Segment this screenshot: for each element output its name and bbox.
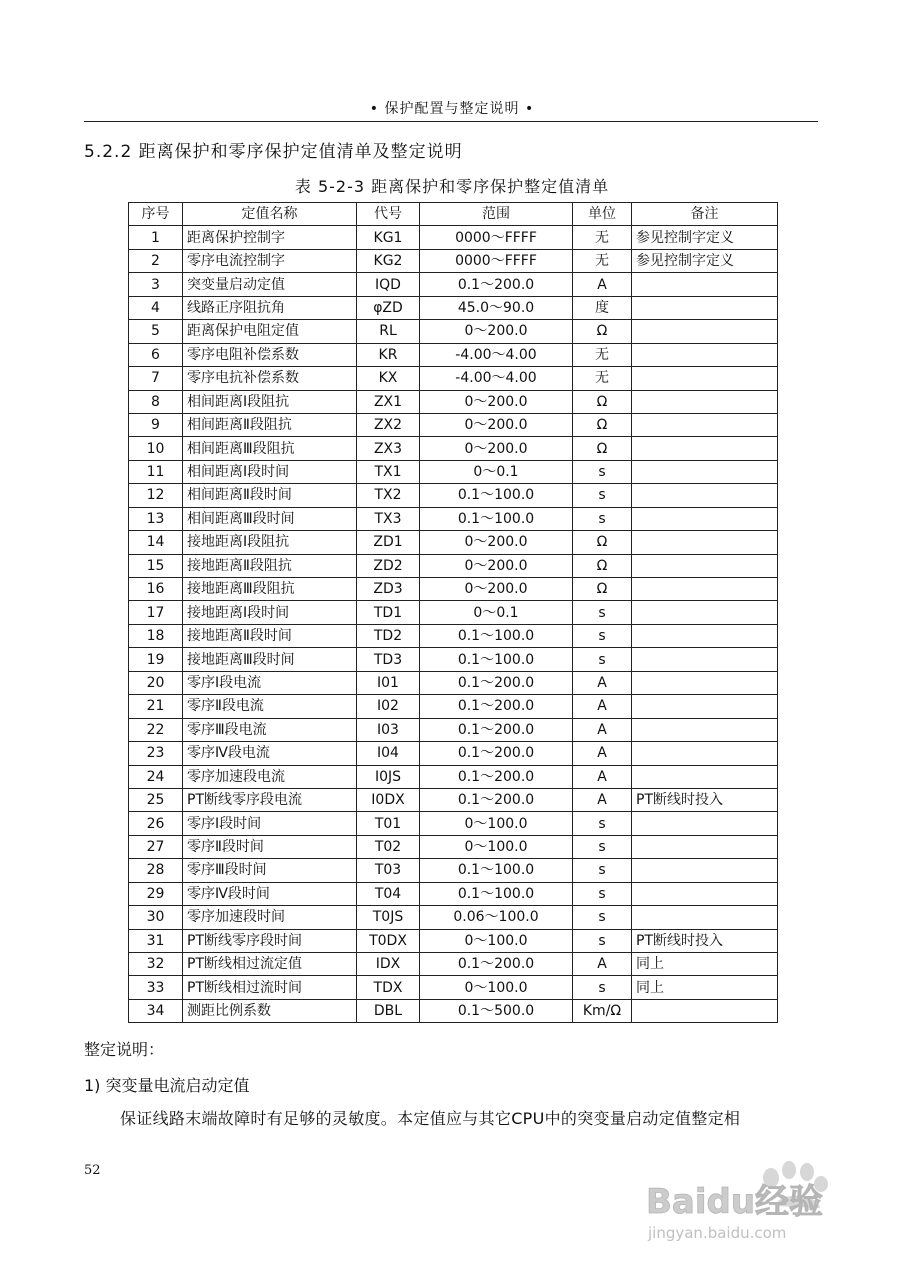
setting-name: 线路正序阻抗角 [183, 296, 357, 319]
setting-name: 相间距离Ⅲ段阻抗 [183, 437, 357, 460]
setting-name: 零序电流控制字 [183, 249, 357, 272]
table-row [129, 460, 778, 483]
table-row [129, 929, 778, 952]
page-header: • 保护配置与整定说明 • [369, 101, 535, 117]
table-row [129, 648, 778, 671]
setting-note [632, 484, 778, 507]
col-header-name: 定值名称 [183, 203, 357, 226]
setting-range: 0.06～100.0 [420, 906, 573, 929]
setting-unit: 无 [573, 249, 632, 272]
row-number: 15 [129, 554, 183, 577]
setting-unit: 无 [573, 226, 632, 249]
row-number: 8 [129, 390, 183, 413]
setting-code: IQD [357, 273, 420, 296]
setting-range: 0.1～100.0 [420, 882, 573, 905]
setting-unit: s [573, 460, 632, 483]
col-header-range: 范围 [420, 203, 573, 226]
setting-note [632, 273, 778, 296]
setting-note: PT断线时投入 [632, 929, 778, 952]
setting-code: T01 [357, 812, 420, 835]
setting-note: PT断线时投入 [632, 788, 778, 811]
setting-code: ZX3 [357, 437, 420, 460]
table-row [129, 624, 778, 647]
row-number: 5 [129, 320, 183, 343]
row-number: 21 [129, 695, 183, 718]
setting-name: PT断线零序段时间 [183, 929, 357, 952]
setting-unit: Km/Ω [573, 999, 632, 1022]
table-row [129, 507, 778, 530]
setting-unit: 无 [573, 367, 632, 390]
setting-name: 测距比例系数 [183, 999, 357, 1022]
table-row [129, 484, 778, 507]
table-row [129, 367, 778, 390]
setting-name: PT断线相过流时间 [183, 976, 357, 999]
table-row [129, 859, 778, 882]
setting-range: 0～100.0 [420, 929, 573, 952]
setting-code: DBL [357, 999, 420, 1022]
setting-range: -4.00～4.00 [420, 367, 573, 390]
setting-code: ZD2 [357, 554, 420, 577]
setting-unit: s [573, 507, 632, 530]
section-title: 5.2.2 距离保护和零序保护定值清单及整定说明 [84, 142, 463, 162]
setting-note [632, 554, 778, 577]
setting-code: TX2 [357, 484, 420, 507]
setting-range: 0.1～100.0 [420, 484, 573, 507]
table-row [129, 906, 778, 929]
setting-name: 零序加速段电流 [183, 765, 357, 788]
setting-note [632, 367, 778, 390]
setting-note [632, 812, 778, 835]
setting-range: 0.1～500.0 [420, 999, 573, 1022]
table-row [129, 320, 778, 343]
setting-name: 零序Ⅱ段时间 [183, 835, 357, 858]
setting-code: T0DX [357, 929, 420, 952]
row-number: 32 [129, 953, 183, 976]
row-number: 28 [129, 859, 183, 882]
table-row [129, 742, 778, 765]
row-number: 16 [129, 578, 183, 601]
setting-range: 0.1～100.0 [420, 507, 573, 530]
setting-note [632, 507, 778, 530]
setting-name: 零序Ⅳ段时间 [183, 882, 357, 905]
setting-range: 0～100.0 [420, 812, 573, 835]
table-row [129, 226, 778, 249]
setting-name: 零序Ⅰ段电流 [183, 671, 357, 694]
setting-range: 0.1～100.0 [420, 859, 573, 882]
setting-name: 接地距离Ⅲ段阻抗 [183, 578, 357, 601]
setting-name: 相间距离Ⅱ段时间 [183, 484, 357, 507]
setting-unit: 无 [573, 343, 632, 366]
setting-range: 0.1～200.0 [420, 718, 573, 741]
setting-code: I04 [357, 742, 420, 765]
watermark-brand: Baidu经验 [646, 1182, 824, 1222]
setting-code: T02 [357, 835, 420, 858]
setting-name: 接地距离Ⅰ段阻抗 [183, 531, 357, 554]
table-header-row [129, 203, 778, 226]
setting-code: TDX [357, 976, 420, 999]
setting-note: 参见控制字定义 [632, 249, 778, 272]
row-number: 4 [129, 296, 183, 319]
setting-code: ZD3 [357, 578, 420, 601]
setting-range: 0.1～200.0 [420, 953, 573, 976]
setting-unit: s [573, 882, 632, 905]
table-caption: 表 5-2-3 距离保护和零序保护整定值清单 [294, 177, 610, 196]
setting-note [632, 859, 778, 882]
setting-code: TX1 [357, 460, 420, 483]
setting-name: 距离保护电阻定值 [183, 320, 357, 343]
setting-unit: s [573, 906, 632, 929]
setting-unit: A [573, 671, 632, 694]
row-number: 11 [129, 460, 183, 483]
row-number: 12 [129, 484, 183, 507]
setting-name: PT断线相过流定值 [183, 953, 357, 976]
row-number: 31 [129, 929, 183, 952]
setting-range: 0～100.0 [420, 976, 573, 999]
table-row [129, 953, 778, 976]
setting-code: KX [357, 367, 420, 390]
header-rule [84, 121, 818, 122]
setting-note [632, 999, 778, 1022]
setting-name: 距离保护控制字 [183, 226, 357, 249]
col-header-note: 备注 [632, 203, 778, 226]
setting-unit: 度 [573, 296, 632, 319]
setting-note: 同上 [632, 976, 778, 999]
row-number: 9 [129, 413, 183, 436]
setting-name: 零序Ⅲ段电流 [183, 718, 357, 741]
table-row [129, 437, 778, 460]
setting-code: I03 [357, 718, 420, 741]
setting-name: 零序电阻补偿系数 [183, 343, 357, 366]
settings-table [128, 202, 778, 1023]
setting-code: ZX1 [357, 390, 420, 413]
item-heading: 1) 突变量电流启动定值 [84, 1076, 250, 1095]
setting-name: 相间距离Ⅲ段时间 [183, 507, 357, 530]
setting-code: φZD [357, 296, 420, 319]
setting-code: TD2 [357, 624, 420, 647]
setting-note: 同上 [632, 953, 778, 976]
setting-unit: s [573, 624, 632, 647]
setting-name: 零序Ⅱ段电流 [183, 695, 357, 718]
setting-note [632, 695, 778, 718]
setting-unit: s [573, 601, 632, 624]
setting-code: KR [357, 343, 420, 366]
setting-code: I02 [357, 695, 420, 718]
table-body [129, 226, 778, 1023]
setting-unit: s [573, 835, 632, 858]
row-number: 26 [129, 812, 183, 835]
setting-name: 接地距离Ⅰ段时间 [183, 601, 357, 624]
setting-unit: s [573, 929, 632, 952]
row-number: 27 [129, 835, 183, 858]
setting-code: ZD1 [357, 531, 420, 554]
setting-name: 相间距离Ⅰ段阻抗 [183, 390, 357, 413]
col-header-code: 代号 [357, 203, 420, 226]
setting-range: 0000～FFFF [420, 226, 573, 249]
row-number: 14 [129, 531, 183, 554]
setting-range: 0～200.0 [420, 437, 573, 460]
table-row [129, 413, 778, 436]
setting-note [632, 296, 778, 319]
table-row [129, 788, 778, 811]
setting-name: 零序电抗补偿系数 [183, 367, 357, 390]
setting-name: 零序Ⅰ段时间 [183, 812, 357, 835]
setting-name: 相间距离Ⅱ段阻抗 [183, 413, 357, 436]
setting-range: 0.1～100.0 [420, 648, 573, 671]
row-number: 3 [129, 273, 183, 296]
notes-heading: 整定说明： [84, 1040, 165, 1059]
setting-note [632, 437, 778, 460]
setting-unit: A [573, 273, 632, 296]
setting-unit: s [573, 812, 632, 835]
table-row [129, 765, 778, 788]
setting-note [632, 835, 778, 858]
setting-range: 0～200.0 [420, 531, 573, 554]
setting-name: 零序Ⅳ段电流 [183, 742, 357, 765]
col-header-unit: 单位 [573, 203, 632, 226]
setting-unit: A [573, 695, 632, 718]
table-row [129, 718, 778, 741]
setting-note [632, 390, 778, 413]
row-number: 2 [129, 249, 183, 272]
setting-code: I01 [357, 671, 420, 694]
setting-note [632, 578, 778, 601]
setting-code: RL [357, 320, 420, 343]
setting-note [632, 882, 778, 905]
setting-range: 0～100.0 [420, 835, 573, 858]
setting-unit: A [573, 742, 632, 765]
setting-note [632, 320, 778, 343]
setting-unit: A [573, 765, 632, 788]
setting-range: 0～200.0 [420, 390, 573, 413]
page-number: 52 [84, 1163, 101, 1178]
setting-note [632, 413, 778, 436]
setting-code: T03 [357, 859, 420, 882]
row-number: 1 [129, 226, 183, 249]
row-number: 10 [129, 437, 183, 460]
baidu-jingyan-watermark [636, 1158, 846, 1248]
setting-name: 相间距离Ⅰ段时间 [183, 460, 357, 483]
setting-range: 0.1～200.0 [420, 788, 573, 811]
setting-note [632, 742, 778, 765]
table-row [129, 671, 778, 694]
row-number: 25 [129, 788, 183, 811]
setting-unit: Ω [573, 554, 632, 577]
row-number: 17 [129, 601, 183, 624]
row-number: 30 [129, 906, 183, 929]
setting-code: IDX [357, 953, 420, 976]
setting-note [632, 765, 778, 788]
setting-note [632, 718, 778, 741]
setting-range: 0.1～200.0 [420, 695, 573, 718]
setting-range: 0.1～200.0 [420, 671, 573, 694]
setting-range: 0.1～100.0 [420, 624, 573, 647]
setting-unit: s [573, 648, 632, 671]
setting-unit: A [573, 718, 632, 741]
setting-range: 0～200.0 [420, 413, 573, 436]
row-number: 20 [129, 671, 183, 694]
setting-range: 0～200.0 [420, 578, 573, 601]
setting-note [632, 624, 778, 647]
setting-note [632, 671, 778, 694]
row-number: 33 [129, 976, 183, 999]
setting-code: T04 [357, 882, 420, 905]
row-number: 24 [129, 765, 183, 788]
table-row [129, 999, 778, 1022]
table-row [129, 812, 778, 835]
table-row [129, 554, 778, 577]
setting-note [632, 601, 778, 624]
setting-range: 0.1～200.0 [420, 742, 573, 765]
row-number: 7 [129, 367, 183, 390]
setting-note [632, 460, 778, 483]
col-header-no: 序号 [129, 203, 183, 226]
setting-range: 0～0.1 [420, 460, 573, 483]
table-row [129, 578, 778, 601]
setting-code: I0DX [357, 788, 420, 811]
row-number: 6 [129, 343, 183, 366]
table-row [129, 882, 778, 905]
setting-code: KG1 [357, 226, 420, 249]
table-row [129, 976, 778, 999]
setting-unit: Ω [573, 437, 632, 460]
setting-name: PT断线零序段电流 [183, 788, 357, 811]
setting-code: ZX2 [357, 413, 420, 436]
setting-code: TD1 [357, 601, 420, 624]
setting-unit: A [573, 788, 632, 811]
setting-unit: Ω [573, 413, 632, 436]
table-row [129, 695, 778, 718]
setting-range: 0.1～200.0 [420, 765, 573, 788]
table-row [129, 343, 778, 366]
setting-name: 接地距离Ⅱ段时间 [183, 624, 357, 647]
setting-note [632, 531, 778, 554]
setting-name: 零序Ⅲ段时间 [183, 859, 357, 882]
setting-unit: s [573, 484, 632, 507]
setting-range: 0～200.0 [420, 320, 573, 343]
setting-unit: s [573, 859, 632, 882]
setting-note [632, 343, 778, 366]
table-row [129, 273, 778, 296]
row-number: 13 [129, 507, 183, 530]
setting-unit: Ω [573, 578, 632, 601]
table-row [129, 390, 778, 413]
table-row [129, 835, 778, 858]
row-number: 19 [129, 648, 183, 671]
setting-name: 突变量启动定值 [183, 273, 357, 296]
setting-note [632, 906, 778, 929]
setting-range: 0～200.0 [420, 554, 573, 577]
setting-code: T0JS [357, 906, 420, 929]
setting-range: 45.0～90.0 [420, 296, 573, 319]
table-row [129, 601, 778, 624]
table-row [129, 296, 778, 319]
setting-unit: Ω [573, 531, 632, 554]
row-number: 18 [129, 624, 183, 647]
setting-range: 0000～FFFF [420, 249, 573, 272]
table-row [129, 531, 778, 554]
body-paragraph: 保证线路末端故障时有足够的灵敏度。本定值应与其它CPU中的突变量启动定值整定相 [120, 1109, 741, 1128]
setting-note: 参见控制字定义 [632, 226, 778, 249]
row-number: 29 [129, 882, 183, 905]
setting-name: 零序加速段时间 [183, 906, 357, 929]
table-row [129, 249, 778, 272]
setting-name: 接地距离Ⅲ段时间 [183, 648, 357, 671]
watermark-url: jingyan.baidu.com [648, 1224, 787, 1242]
setting-range: 0～0.1 [420, 601, 573, 624]
setting-range: 0.1～200.0 [420, 273, 573, 296]
setting-unit: s [573, 976, 632, 999]
row-number: 34 [129, 999, 183, 1022]
setting-code: TX3 [357, 507, 420, 530]
setting-code: TD3 [357, 648, 420, 671]
setting-code: I0JS [357, 765, 420, 788]
row-number: 22 [129, 718, 183, 741]
row-number: 23 [129, 742, 183, 765]
setting-unit: Ω [573, 320, 632, 343]
setting-code: KG2 [357, 249, 420, 272]
setting-unit: A [573, 953, 632, 976]
setting-name: 接地距离Ⅱ段阻抗 [183, 554, 357, 577]
setting-unit: Ω [573, 390, 632, 413]
setting-note [632, 648, 778, 671]
setting-range: -4.00～4.00 [420, 343, 573, 366]
